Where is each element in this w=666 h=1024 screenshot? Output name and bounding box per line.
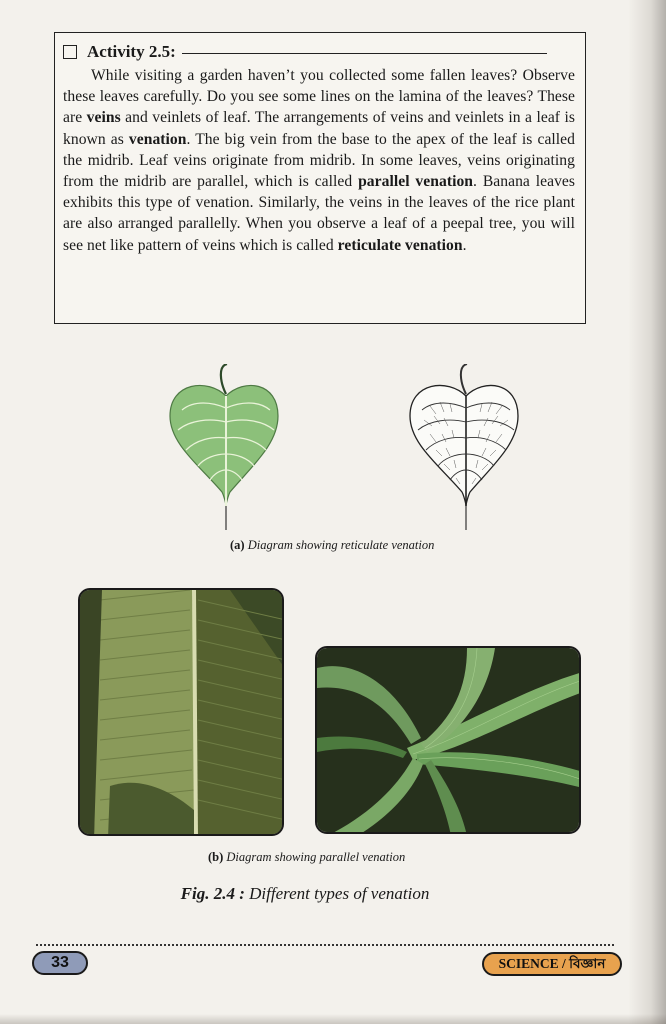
page-number-badge: 33 <box>32 951 88 975</box>
activity-title: Activity 2.5: <box>87 42 176 61</box>
line-drawing-leaf-illustration <box>410 364 518 530</box>
banana-leaf-image <box>80 590 284 836</box>
banana-leaf-photo <box>78 588 284 836</box>
term-reticulate-venation: reticulate venation <box>337 236 463 254</box>
rice-leaf-photo <box>315 646 581 834</box>
text-segment: and veinlets of leaf. The arrangements of veins and veinlets in a leaf is known as <box>63 109 575 148</box>
caption-parallel <box>208 850 405 865</box>
reticulate-leaf-diagrams <box>160 364 530 534</box>
activity-paragraph <box>63 65 575 256</box>
caption-reticulate <box>230 538 434 553</box>
page-edge-shadow <box>628 0 666 1024</box>
text-segment: While visiting a garden haven’t you collected some fallen leaves? Observe these leaves carefully. Do you see some lines on the lamina of the leaves? These are <box>63 67 575 127</box>
rice-leaf-image <box>317 648 581 834</box>
title-rule <box>182 53 547 54</box>
caption-label: (a) <box>230 538 245 552</box>
caption-text: Diagram showing parallel venation <box>226 850 406 864</box>
subject-badge: SCIENCE / বিজ্ঞান <box>482 952 622 976</box>
checkbox-icon <box>63 45 77 59</box>
text-segment: . The big vein from the base to the apex of the leaf is called the midrib. Leaf veins originate from midrib. In some leaves, veins originating from the midrib are parallel, which is called <box>63 130 575 191</box>
figure-number: Fig. 2.4 : <box>180 884 245 903</box>
figure-title-text: Different types of venation <box>249 884 430 903</box>
colored-leaf-illustration <box>170 364 278 530</box>
term-parallel-venation: parallel venation <box>358 173 474 191</box>
text-segment: . <box>462 236 467 254</box>
activity-header <box>63 41 575 63</box>
page-bottom-shade <box>0 1014 666 1024</box>
activity-box <box>54 32 586 324</box>
footer-dotted-rule <box>36 944 614 946</box>
text-segment: . Banana leaves exhibits this type of venation. Similarly, the veins in the leaves of the rice plant are also arranged parallelly. When you observe a leaf of a peepal tree, you will see net like pattern of veins which is called <box>63 173 576 254</box>
figure-title <box>0 884 610 904</box>
term-venation: venation <box>128 130 187 148</box>
term-veins: veins <box>86 109 121 127</box>
caption-label: (b) <box>208 850 224 864</box>
caption-text: Diagram showing reticulate venation <box>247 538 435 552</box>
